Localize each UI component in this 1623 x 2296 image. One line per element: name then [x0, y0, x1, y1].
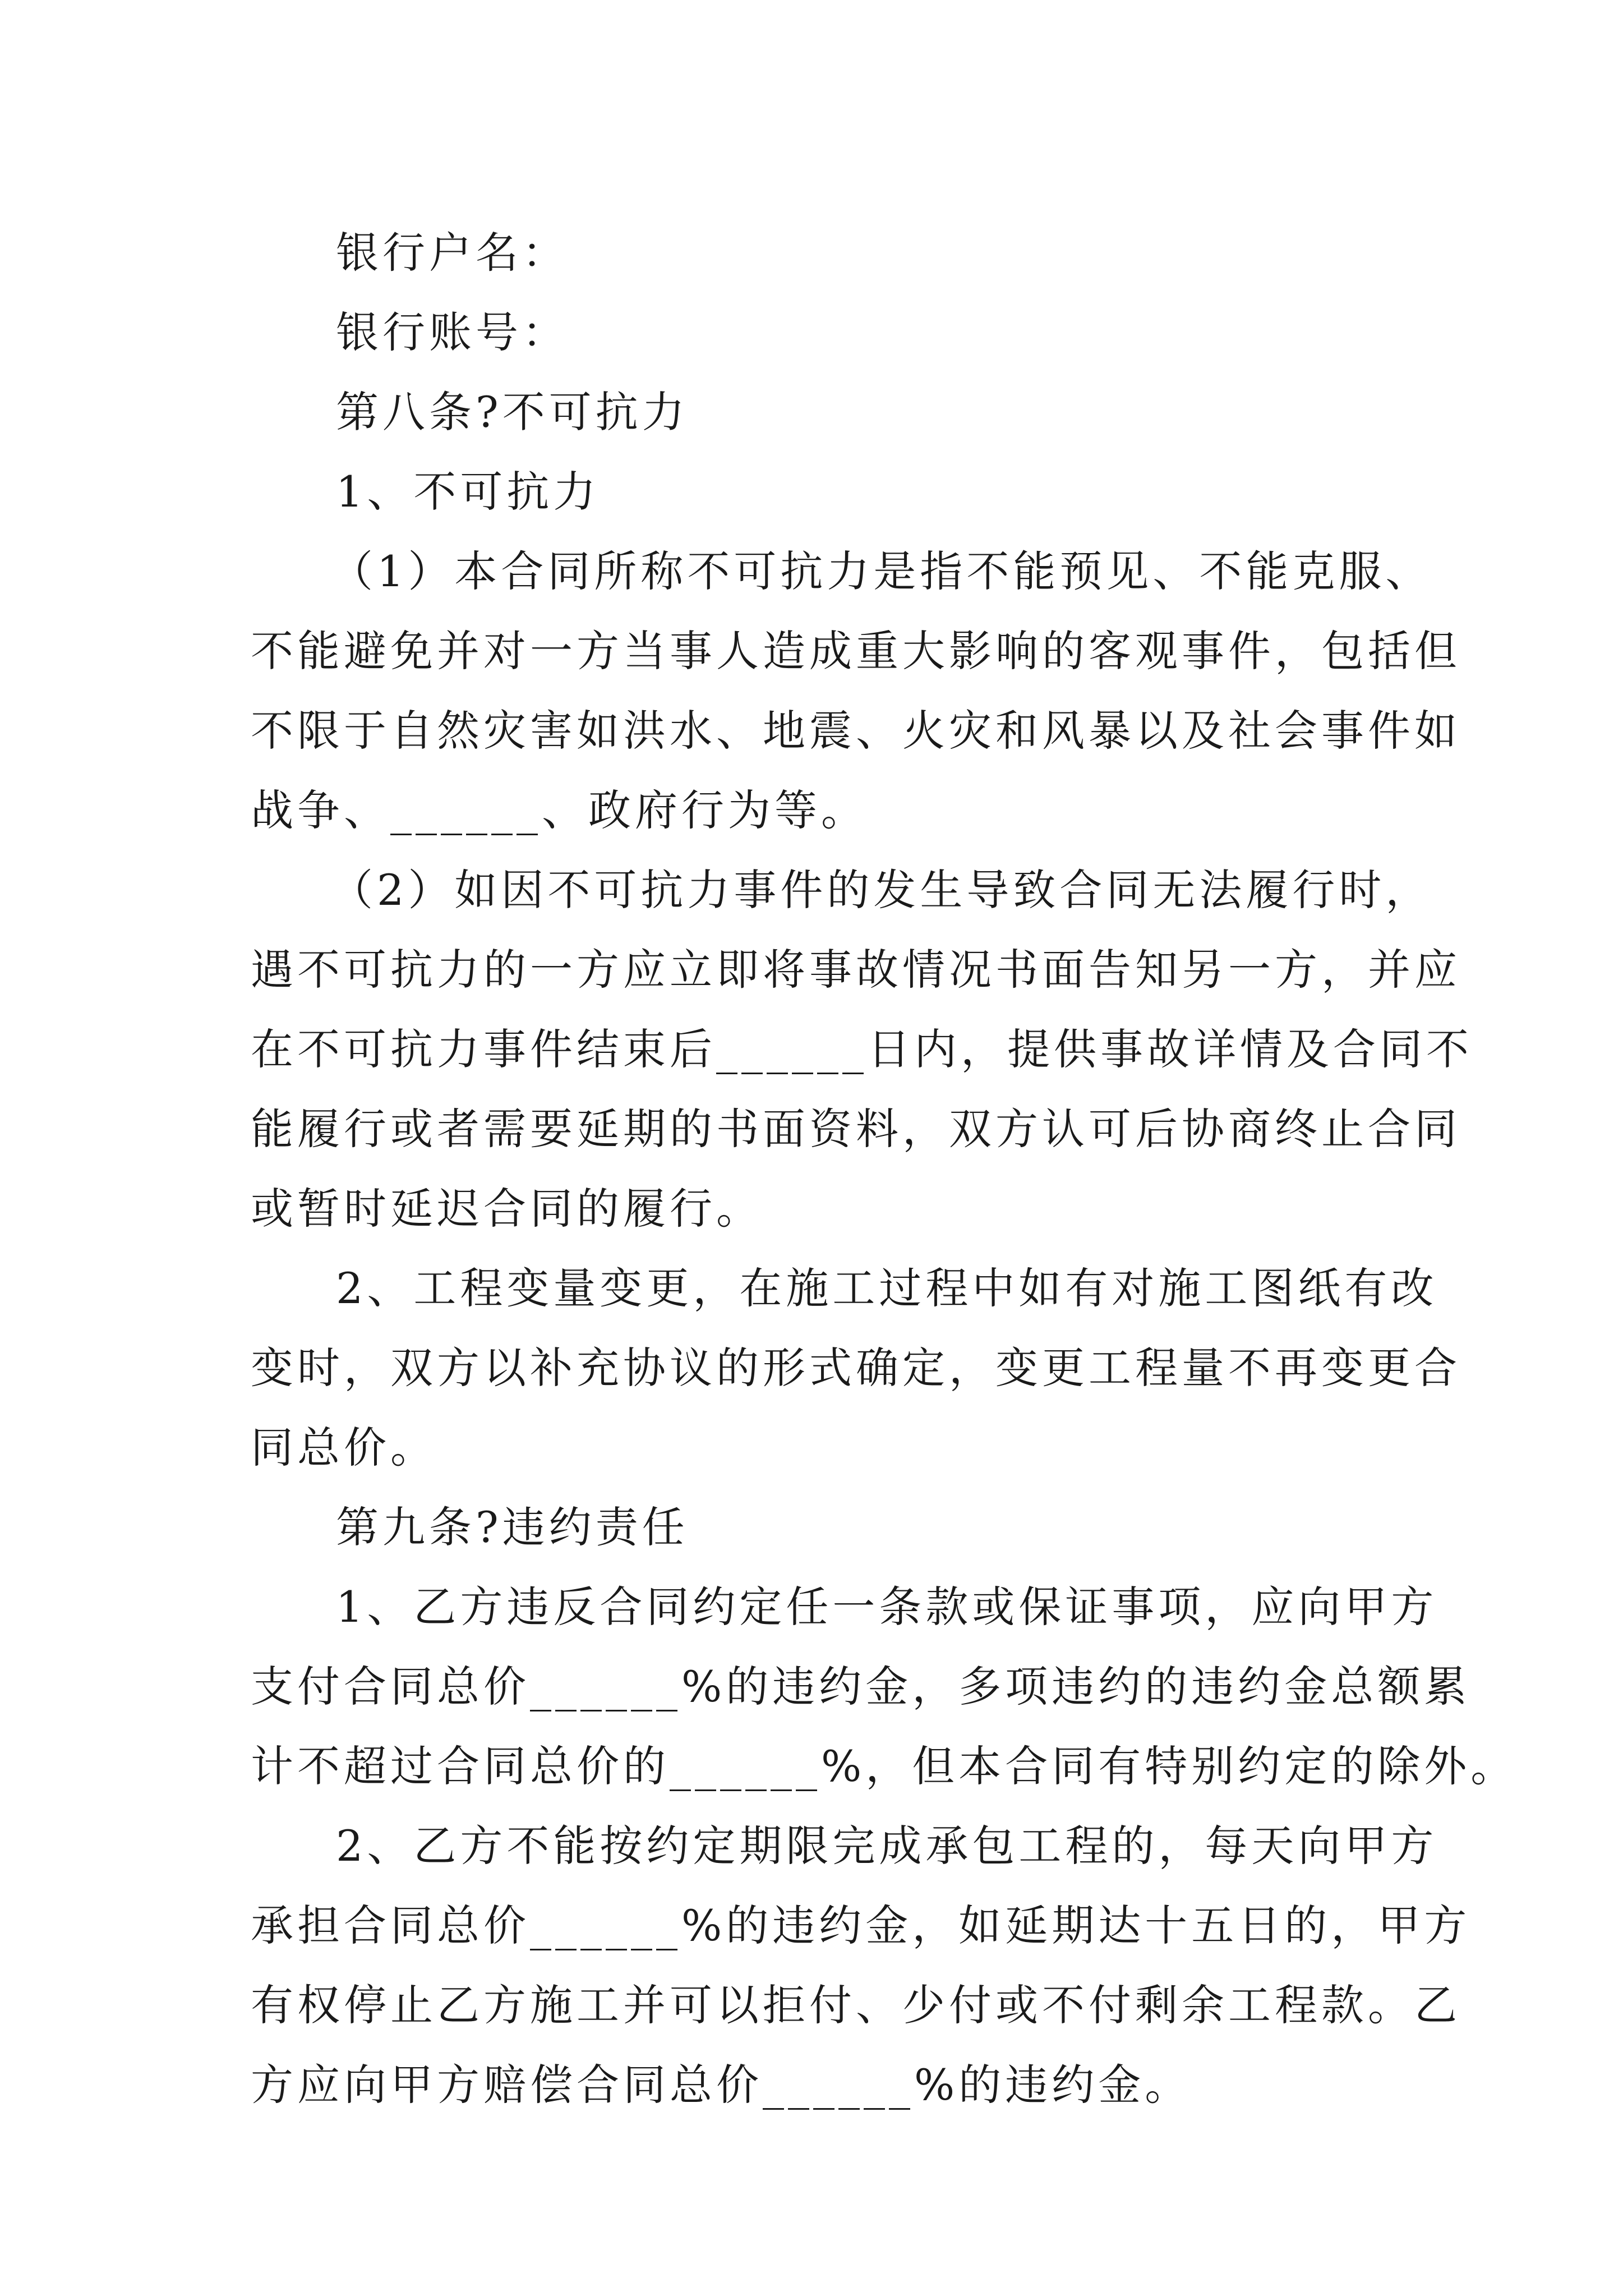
text-line: 战争、______、政府行为等。: [251, 785, 868, 835]
article-8-heading: 第八条?不可抗力: [336, 387, 689, 437]
text-line: 计不超过合同总价的______%，但本合同有特别约定的除外。: [251, 1741, 1518, 1791]
text-line: 变时，双方以补充协议的形式确定，变更工程量不再变更合: [251, 1343, 1461, 1393]
text-line: 1、乙方违反合同约定任一条款或保证事项，应向甲方: [336, 1582, 1438, 1632]
text-line: 不能避免并对一方当事人造成重大影响的客观事件，包括但: [251, 626, 1461, 676]
text-line: 不限于自然灾害如洪水、地震、火灾和风暴以及社会事件如: [251, 706, 1461, 756]
text-line: （1）本合同所称不可抗力是指不能预见、不能克服、: [330, 546, 1432, 596]
text-line: 承担合同总价______%的违约金，如延期达十五日的，甲方: [251, 1901, 1471, 1950]
document-body: [251, 213, 1518, 2125]
text-line: 有权停止乙方施工并可以拒付、少付或不付剩余工程款。乙: [251, 1980, 1461, 2030]
text-line-bank-account-number: 银行账号：: [336, 307, 569, 357]
text-line-bank-account-name: 银行户名：: [336, 228, 569, 278]
text-line: 遇不可抗力的一方应立即将事故情况书面告知另一方，并应: [251, 945, 1461, 995]
text-line: 支付合同总价______%的违约金，多项违约的违约金总额累: [251, 1662, 1471, 1711]
text-line: 2、乙方不能按约定期限完成承包工程的，每天向甲方: [336, 1821, 1438, 1871]
text-line: 1、不可抗力: [336, 467, 600, 517]
text-line: 同总价。: [251, 1423, 437, 1473]
text-line: 或暂时延迟合同的履行。: [251, 1184, 763, 1234]
text-line: （2）如因不可抗力事件的发生导致合同无法履行时，: [330, 865, 1432, 915]
text-line: 2、工程变量变更，在施工过程中如有对施工图纸有改: [336, 1263, 1438, 1313]
text-line: 能履行或者需要延期的书面资料，双方认可后协商终止合同: [251, 1104, 1461, 1154]
text-line: 在不可抗力事件结束后______日内，提供事故详情及合同不: [251, 1024, 1473, 1074]
text-line: 方应向甲方赔偿合同总价______%的违约金。: [251, 2060, 1192, 2110]
article-9-heading: 第九条?违约责任: [336, 1502, 689, 1552]
